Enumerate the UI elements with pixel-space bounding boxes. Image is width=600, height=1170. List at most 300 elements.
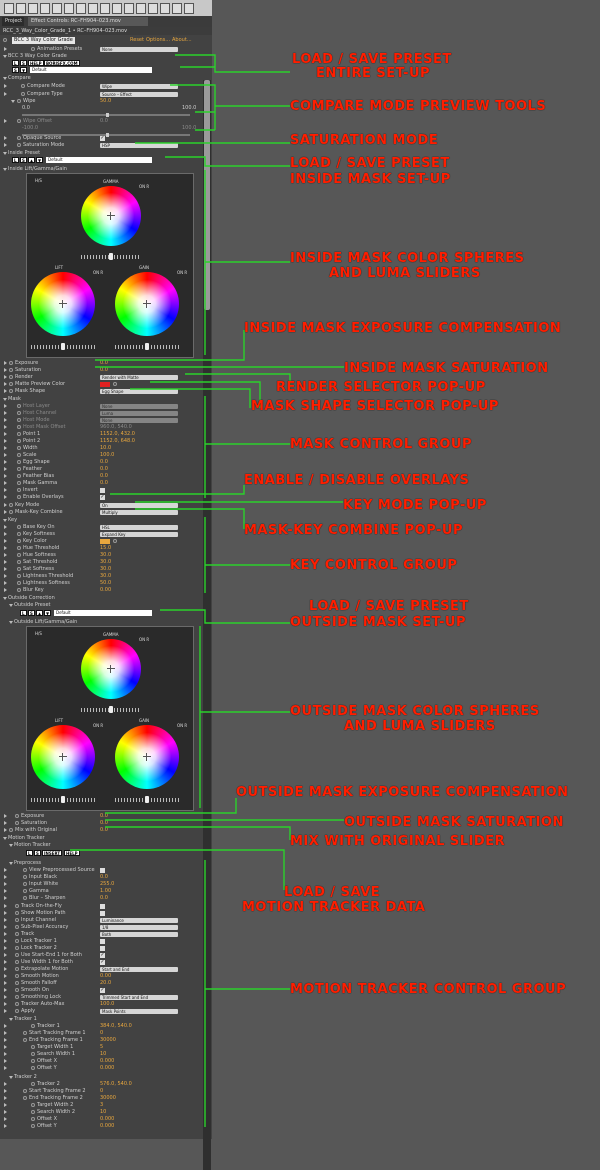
expand-arrow-icon[interactable] xyxy=(4,510,7,514)
gain-luma-slider[interactable] xyxy=(115,345,179,349)
stopwatch-icon[interactable] xyxy=(31,1110,35,1114)
expand-arrow-icon[interactable] xyxy=(4,974,7,978)
luma-slider-knob[interactable] xyxy=(109,706,113,713)
expand-arrow-icon[interactable] xyxy=(4,1002,7,1006)
param-checkbox[interactable] xyxy=(100,488,105,493)
stopwatch-icon[interactable] xyxy=(31,1045,35,1049)
param-value[interactable]: 0.0 xyxy=(100,874,108,880)
preset-button-l[interactable]: L xyxy=(14,158,17,163)
stopwatch-icon[interactable] xyxy=(15,946,19,950)
stopwatch-icon[interactable] xyxy=(17,532,21,536)
param-value[interactable]: 5 xyxy=(100,1044,104,1050)
disclosure-triangle-icon[interactable] xyxy=(9,844,13,847)
preset-button-l[interactable]: L xyxy=(28,851,31,856)
param-value[interactable]: 0.000 xyxy=(100,1065,115,1071)
expand-arrow-icon[interactable] xyxy=(4,382,7,386)
stopwatch-icon[interactable] xyxy=(17,467,21,471)
param-checkbox[interactable] xyxy=(100,904,105,909)
stopwatch-icon[interactable] xyxy=(17,119,21,123)
scroll-thumb[interactable] xyxy=(204,80,210,310)
expand-arrow-icon[interactable] xyxy=(4,932,7,936)
disclosure-triangle-icon[interactable] xyxy=(9,1018,13,1021)
stopwatch-icon[interactable] xyxy=(31,1052,35,1056)
lift-color-wheel[interactable] xyxy=(31,725,95,789)
gamma-color-wheel[interactable] xyxy=(81,639,141,699)
expand-arrow-icon[interactable] xyxy=(4,1009,7,1013)
expand-arrow-icon[interactable] xyxy=(4,911,7,915)
param-checkbox[interactable]: ✓ xyxy=(100,987,105,993)
stopwatch-icon[interactable] xyxy=(9,828,13,832)
expand-arrow-icon[interactable] xyxy=(4,995,7,999)
expand-arrow-icon[interactable] xyxy=(4,1117,7,1121)
tool-icon[interactable] xyxy=(52,3,62,14)
expand-arrow-icon[interactable] xyxy=(4,143,7,147)
param-dropdown[interactable]: Source – Effect xyxy=(100,92,178,97)
param-value[interactable]: 0.0 xyxy=(100,820,108,826)
expand-arrow-icon[interactable] xyxy=(4,828,7,832)
stopwatch-icon[interactable] xyxy=(15,939,19,943)
stopwatch-icon[interactable] xyxy=(9,503,13,507)
gamma-luma-slider[interactable] xyxy=(81,708,141,712)
stopwatch-icon[interactable] xyxy=(31,1066,35,1070)
stopwatch-icon[interactable] xyxy=(23,882,27,886)
preset-name-field[interactable]: Default xyxy=(30,67,152,73)
param-value[interactable]: 384.0, 540.0 xyxy=(100,1023,132,1029)
preset-button-l[interactable]: L xyxy=(22,611,25,616)
gamma-luma-slider[interactable] xyxy=(81,255,141,259)
disclosure-triangle-icon[interactable] xyxy=(3,837,7,840)
param-value[interactable]: 30.0 xyxy=(100,559,112,565)
expand-arrow-icon[interactable] xyxy=(4,553,7,557)
stopwatch-icon[interactable] xyxy=(17,539,21,543)
param-dropdown[interactable]: Luma xyxy=(100,411,178,416)
param-dropdown[interactable]: Start and End xyxy=(100,967,178,972)
stopwatch-icon[interactable] xyxy=(17,546,21,550)
param-value[interactable]: 10 xyxy=(100,1109,107,1115)
param-value[interactable]: 10 xyxy=(100,1051,107,1057)
expand-arrow-icon[interactable] xyxy=(4,1038,7,1042)
stopwatch-icon[interactable] xyxy=(17,567,21,571)
disclosure-triangle-icon[interactable] xyxy=(3,77,7,80)
param-value[interactable]: 0.0 xyxy=(100,466,108,472)
param-value[interactable]: 100.0 xyxy=(100,1001,115,1007)
reset-link[interactable]: Reset xyxy=(130,37,144,43)
disclosure-triangle-icon[interactable] xyxy=(9,621,13,624)
expand-arrow-icon[interactable] xyxy=(4,467,7,471)
stopwatch-icon[interactable] xyxy=(15,932,19,936)
stopwatch-icon[interactable] xyxy=(17,495,21,499)
expand-arrow-icon[interactable] xyxy=(4,875,7,879)
param-value[interactable]: 0.0 xyxy=(100,118,108,124)
tool-icon[interactable] xyxy=(136,3,146,14)
stopwatch-icon[interactable] xyxy=(17,588,21,592)
stopwatch-icon[interactable] xyxy=(17,404,21,408)
disclosure-triangle-icon[interactable] xyxy=(11,100,15,103)
expand-arrow-icon[interactable] xyxy=(4,1024,7,1028)
preset-button-down[interactable]: ▼ xyxy=(38,158,42,163)
param-value[interactable]: 0 xyxy=(100,1030,104,1036)
stopwatch-icon[interactable] xyxy=(9,361,13,365)
preset-button-s[interactable]: S xyxy=(14,68,17,73)
disclosure-triangle-icon[interactable] xyxy=(3,168,7,171)
disclosure-triangle-icon[interactable] xyxy=(9,1076,13,1079)
param-checkbox[interactable]: ✓ xyxy=(100,952,105,958)
stopwatch-icon[interactable] xyxy=(23,1096,27,1100)
expand-arrow-icon[interactable] xyxy=(4,439,7,443)
stopwatch-icon[interactable] xyxy=(15,995,19,999)
stopwatch-icon[interactable] xyxy=(17,453,21,457)
expand-arrow-icon[interactable] xyxy=(4,404,7,408)
expand-arrow-icon[interactable] xyxy=(4,1059,7,1063)
expand-arrow-icon[interactable] xyxy=(4,1096,7,1100)
expand-arrow-icon[interactable] xyxy=(4,411,7,415)
stopwatch-icon[interactable] xyxy=(9,510,13,514)
expand-arrow-icon[interactable] xyxy=(4,425,7,429)
expand-arrow-icon[interactable] xyxy=(4,1031,7,1035)
expand-arrow-icon[interactable] xyxy=(4,889,7,893)
preset-button-s[interactable]: S xyxy=(36,851,39,856)
expand-arrow-icon[interactable] xyxy=(4,47,7,51)
expand-arrow-icon[interactable] xyxy=(4,814,7,818)
stopwatch-icon[interactable] xyxy=(15,904,19,908)
expand-arrow-icon[interactable] xyxy=(4,918,7,922)
param-value[interactable]: 0.000 xyxy=(100,1116,115,1122)
stopwatch-icon[interactable] xyxy=(15,911,19,915)
stopwatch-icon[interactable] xyxy=(31,1024,35,1028)
preset-button-l[interactable]: L xyxy=(14,61,17,66)
preset-button-up[interactable]: ▲ xyxy=(30,158,34,163)
param-dropdown[interactable]: HSP xyxy=(100,143,178,148)
param-dropdown[interactable]: Render with Matte xyxy=(100,375,178,380)
stopwatch-icon[interactable] xyxy=(17,136,21,140)
preset-button-borisfx-com[interactable]: BORISFX.COM xyxy=(46,61,78,66)
stopwatch-icon[interactable] xyxy=(23,1031,27,1035)
param-value[interactable]: 0.000 xyxy=(100,1058,115,1064)
tool-icon[interactable] xyxy=(76,3,86,14)
param-value[interactable]: 0.0 xyxy=(100,480,108,486)
param-checkbox[interactable]: ✓ xyxy=(100,494,105,500)
stopwatch-icon[interactable] xyxy=(23,875,27,879)
expand-arrow-icon[interactable] xyxy=(4,474,7,478)
disclosure-triangle-icon[interactable] xyxy=(9,604,13,607)
stopwatch-icon[interactable] xyxy=(17,425,21,429)
stopwatch-icon[interactable] xyxy=(17,411,21,415)
stopwatch-icon[interactable] xyxy=(9,389,13,393)
param-value[interactable]: 30.0 xyxy=(100,573,112,579)
color-swatch[interactable] xyxy=(100,382,110,387)
stopwatch-icon[interactable] xyxy=(17,99,21,103)
stopwatch-icon[interactable] xyxy=(17,481,21,485)
stopwatch-icon[interactable] xyxy=(15,988,19,992)
param-value[interactable]: 0 xyxy=(100,1088,104,1094)
stopwatch-icon[interactable] xyxy=(9,382,13,386)
preset-button-s[interactable]: S xyxy=(22,61,25,66)
luma-slider-knob[interactable] xyxy=(145,343,149,350)
param-value[interactable]: 0.0 xyxy=(100,473,108,479)
stopwatch-icon[interactable] xyxy=(17,446,21,450)
expand-arrow-icon[interactable] xyxy=(4,925,7,929)
stopwatch-icon[interactable] xyxy=(15,821,19,825)
expand-arrow-icon[interactable] xyxy=(4,368,7,372)
expand-arrow-icon[interactable] xyxy=(4,882,7,886)
stopwatch-icon[interactable] xyxy=(9,368,13,372)
expand-arrow-icon[interactable] xyxy=(4,967,7,971)
stopwatch-icon[interactable] xyxy=(23,889,27,893)
luma-slider-knob[interactable] xyxy=(145,796,149,803)
param-value[interactable]: 1152.0, 648.0 xyxy=(100,438,135,444)
tool-icon[interactable] xyxy=(28,3,38,14)
tool-icon[interactable] xyxy=(88,3,98,14)
expand-arrow-icon[interactable] xyxy=(4,981,7,985)
param-dropdown[interactable]: Multiply xyxy=(100,510,178,515)
disclosure-triangle-icon[interactable] xyxy=(3,152,7,155)
param-dropdown[interactable]: 1/8 xyxy=(100,925,178,930)
luma-slider-knob[interactable] xyxy=(109,253,113,260)
stopwatch-icon[interactable] xyxy=(21,84,25,88)
param-value[interactable]: 0.00 xyxy=(100,587,112,593)
param-dropdown[interactable]: Luminance xyxy=(100,918,178,923)
param-value[interactable]: 30000 xyxy=(100,1095,116,1101)
tool-icon[interactable] xyxy=(148,3,158,14)
param-value[interactable]: 20.0 xyxy=(100,980,112,986)
expand-arrow-icon[interactable] xyxy=(4,495,7,499)
gamma-color-wheel[interactable] xyxy=(81,186,141,246)
eyedropper-icon[interactable] xyxy=(113,382,117,386)
expand-arrow-icon[interactable] xyxy=(4,1066,7,1070)
fx-toggle-icon[interactable] xyxy=(3,38,7,42)
stopwatch-icon[interactable] xyxy=(17,560,21,564)
param-dropdown[interactable]: Egg Shape xyxy=(100,389,178,394)
expand-arrow-icon[interactable] xyxy=(4,821,7,825)
expand-arrow-icon[interactable] xyxy=(4,953,7,957)
expand-arrow-icon[interactable] xyxy=(4,939,7,943)
param-value[interactable]: 576.0, 540.0 xyxy=(100,1081,132,1087)
param-dropdown[interactable]: Trimmed Start and End xyxy=(100,995,178,1000)
preset-button-help[interactable]: HELP xyxy=(30,61,42,66)
param-value[interactable]: 0.0 xyxy=(100,360,108,366)
luma-slider-knob[interactable] xyxy=(61,796,65,803)
param-value[interactable]: 0.0 xyxy=(100,459,108,465)
tool-icon[interactable] xyxy=(112,3,122,14)
param-value[interactable]: 50.0 xyxy=(100,580,112,586)
stopwatch-icon[interactable] xyxy=(17,553,21,557)
stopwatch-icon[interactable] xyxy=(31,1117,35,1121)
expand-arrow-icon[interactable] xyxy=(4,375,7,379)
stopwatch-icon[interactable] xyxy=(31,47,35,51)
param-value[interactable]: 15.0 xyxy=(100,545,112,551)
param-value[interactable]: 0.0 xyxy=(100,813,108,819)
param-value[interactable]: 960.0, 540.0 xyxy=(100,424,132,430)
param-value[interactable]: 100.0 xyxy=(100,452,115,458)
param-dropdown[interactable]: Mask Points xyxy=(100,1009,178,1014)
stopwatch-icon[interactable] xyxy=(15,814,19,818)
lift-color-wheel[interactable] xyxy=(31,272,95,336)
stopwatch-icon[interactable] xyxy=(15,953,19,957)
tool-icon[interactable] xyxy=(184,3,194,14)
param-dropdown[interactable]: None xyxy=(100,47,178,52)
stopwatch-icon[interactable] xyxy=(15,981,19,985)
expand-arrow-icon[interactable] xyxy=(4,960,7,964)
disclosure-triangle-icon[interactable] xyxy=(3,398,7,401)
stopwatch-icon[interactable] xyxy=(31,1124,35,1128)
param-dropdown[interactable]: Expand Key xyxy=(100,532,178,537)
stopwatch-icon[interactable] xyxy=(17,581,21,585)
param-value[interactable]: 30000 xyxy=(100,1037,116,1043)
param-value[interactable]: 0.0 xyxy=(100,827,108,833)
expand-arrow-icon[interactable] xyxy=(4,988,7,992)
param-checkbox[interactable] xyxy=(100,946,105,951)
expand-arrow-icon[interactable] xyxy=(4,1103,7,1107)
tool-icon[interactable] xyxy=(40,3,50,14)
expand-arrow-icon[interactable] xyxy=(4,546,7,550)
expand-arrow-icon[interactable] xyxy=(4,432,7,436)
disclosure-triangle-icon[interactable] xyxy=(3,519,7,522)
stopwatch-icon[interactable] xyxy=(9,375,13,379)
expand-arrow-icon[interactable] xyxy=(4,525,7,529)
param-dropdown[interactable]: Both xyxy=(100,932,178,937)
preset-name-field[interactable]: Default xyxy=(54,610,152,616)
param-dropdown[interactable]: On xyxy=(100,503,178,508)
param-value[interactable]: 1152.0, 432.0 xyxy=(100,431,135,437)
tool-icon[interactable] xyxy=(172,3,182,14)
stopwatch-icon[interactable] xyxy=(17,432,21,436)
expand-arrow-icon[interactable] xyxy=(4,1089,7,1093)
gain-luma-slider[interactable] xyxy=(115,798,179,802)
stopwatch-icon[interactable] xyxy=(31,1059,35,1063)
expand-arrow-icon[interactable] xyxy=(4,1045,7,1049)
expand-arrow-icon[interactable] xyxy=(4,361,7,365)
tool-icon[interactable] xyxy=(160,3,170,14)
disclosure-triangle-icon[interactable] xyxy=(9,862,13,865)
param-dropdown[interactable]: None xyxy=(100,404,178,409)
param-value[interactable]: 30.0 xyxy=(100,552,112,558)
param-value[interactable]: 255.0 xyxy=(100,881,115,887)
lift-luma-slider[interactable] xyxy=(31,798,95,802)
expand-arrow-icon[interactable] xyxy=(4,488,7,492)
expand-arrow-icon[interactable] xyxy=(4,560,7,564)
param-value[interactable]: 3 xyxy=(100,1102,104,1108)
disclosure-triangle-icon[interactable] xyxy=(3,55,7,58)
gain-color-wheel[interactable] xyxy=(115,272,179,336)
stopwatch-icon[interactable] xyxy=(17,488,21,492)
expand-arrow-icon[interactable] xyxy=(4,896,7,900)
param-checkbox[interactable]: ✓ xyxy=(100,959,105,965)
stopwatch-icon[interactable] xyxy=(23,1038,27,1042)
param-checkbox[interactable] xyxy=(100,939,105,944)
stopwatch-icon[interactable] xyxy=(17,474,21,478)
stopwatch-icon[interactable] xyxy=(15,974,19,978)
expand-arrow-icon[interactable] xyxy=(4,92,7,96)
param-checkbox[interactable]: ✓ xyxy=(100,135,105,141)
stopwatch-icon[interactable] xyxy=(17,460,21,464)
expand-arrow-icon[interactable] xyxy=(4,581,7,585)
disclosure-triangle-icon[interactable] xyxy=(3,597,7,600)
gain-color-wheel[interactable] xyxy=(115,725,179,789)
preset-button-down[interactable]: ▼ xyxy=(22,68,26,73)
param-value[interactable]: 10.0 xyxy=(100,445,112,451)
about-link[interactable]: About... xyxy=(172,37,192,43)
expand-arrow-icon[interactable] xyxy=(4,84,7,88)
param-value[interactable]: 50.0 xyxy=(100,98,112,104)
luma-slider-knob[interactable] xyxy=(61,343,65,350)
tool-icon[interactable] xyxy=(100,3,110,14)
preset-button-s[interactable]: S xyxy=(22,158,25,163)
expand-arrow-icon[interactable] xyxy=(4,1124,7,1128)
panel-scrollbar[interactable] xyxy=(203,80,211,1170)
expand-arrow-icon[interactable] xyxy=(4,539,7,543)
param-value[interactable]: 1.00 xyxy=(100,888,112,894)
tool-icon[interactable] xyxy=(4,3,14,14)
expand-arrow-icon[interactable] xyxy=(4,567,7,571)
tool-icon[interactable] xyxy=(16,3,26,14)
stopwatch-icon[interactable] xyxy=(15,960,19,964)
expand-arrow-icon[interactable] xyxy=(4,868,7,872)
param-value[interactable]: 0.0 xyxy=(100,895,108,901)
expand-arrow-icon[interactable] xyxy=(4,389,7,393)
range-slider-knob[interactable] xyxy=(106,113,109,117)
preset-button-up[interactable]: ▲ xyxy=(38,611,42,616)
param-checkbox[interactable] xyxy=(100,911,105,916)
expand-arrow-icon[interactable] xyxy=(4,418,7,422)
param-dropdown[interactable]: HSL xyxy=(100,525,178,530)
param-dropdown[interactable]: Wipe xyxy=(100,84,178,89)
eyedropper-icon[interactable] xyxy=(113,539,117,543)
param-value[interactable]: 0.00 xyxy=(100,973,112,979)
lift-luma-slider[interactable] xyxy=(31,345,95,349)
expand-arrow-icon[interactable] xyxy=(4,532,7,536)
expand-arrow-icon[interactable] xyxy=(4,119,7,123)
stopwatch-icon[interactable] xyxy=(31,1103,35,1107)
param-value[interactable]: 0.0 xyxy=(100,367,108,373)
stopwatch-icon[interactable] xyxy=(17,525,21,529)
stopwatch-icon[interactable] xyxy=(17,574,21,578)
expand-arrow-icon[interactable] xyxy=(4,481,7,485)
stopwatch-icon[interactable] xyxy=(21,92,25,96)
color-swatch[interactable] xyxy=(100,539,110,544)
expand-arrow-icon[interactable] xyxy=(4,946,7,950)
preset-button-down[interactable]: ▼ xyxy=(46,611,50,616)
preset-button-help[interactable]: HELP xyxy=(66,851,78,856)
expand-arrow-icon[interactable] xyxy=(4,574,7,578)
stopwatch-icon[interactable] xyxy=(31,1082,35,1086)
expand-arrow-icon[interactable] xyxy=(4,503,7,507)
stopwatch-icon[interactable] xyxy=(15,918,19,922)
tool-icon[interactable] xyxy=(124,3,134,14)
stopwatch-icon[interactable] xyxy=(23,896,27,900)
stopwatch-icon[interactable] xyxy=(15,967,19,971)
range-slider[interactable] xyxy=(22,114,190,116)
stopwatch-icon[interactable] xyxy=(15,925,19,929)
expand-arrow-icon[interactable] xyxy=(4,904,7,908)
stopwatch-icon[interactable] xyxy=(17,143,21,147)
param-dropdown[interactable]: None xyxy=(100,418,178,423)
param-value[interactable]: 30.0 xyxy=(100,566,112,572)
stopwatch-icon[interactable] xyxy=(17,439,21,443)
param-checkbox[interactable] xyxy=(100,868,105,873)
expand-arrow-icon[interactable] xyxy=(4,453,7,457)
stopwatch-icon[interactable] xyxy=(15,1002,19,1006)
expand-arrow-icon[interactable] xyxy=(4,1110,7,1114)
stopwatch-icon[interactable] xyxy=(23,868,27,872)
param-value[interactable]: 0.000 xyxy=(100,1123,115,1129)
expand-arrow-icon[interactable] xyxy=(4,1082,7,1086)
expand-arrow-icon[interactable] xyxy=(4,588,7,592)
tool-icon[interactable] xyxy=(64,3,74,14)
expand-arrow-icon[interactable] xyxy=(4,446,7,450)
expand-arrow-icon[interactable] xyxy=(4,1052,7,1056)
tab-project[interactable]: Project xyxy=(2,17,24,26)
expand-arrow-icon[interactable] xyxy=(4,136,7,140)
